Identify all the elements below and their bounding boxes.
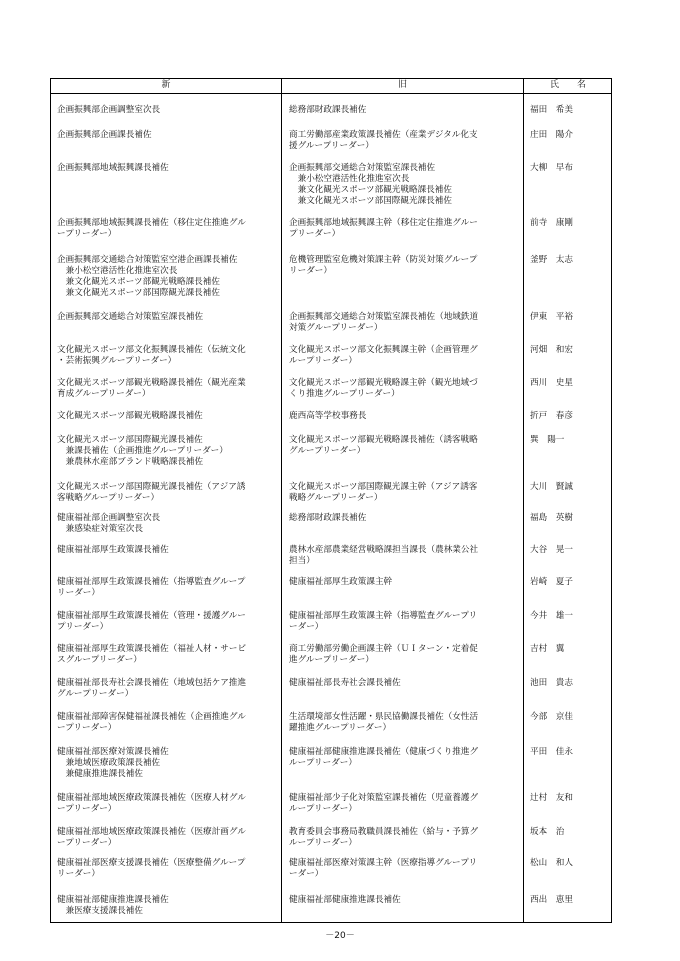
cell-person-name: 西川 史星 [530,378,573,388]
cell-person-name: 折戸 春彦 [530,411,573,421]
cell-person-name: 辻村 友和 [530,793,573,803]
cell-person-name: 福田 希美 [530,105,573,115]
column-divider [523,79,524,922]
cell-person-name: 西出 恵里 [530,895,573,905]
cell-old-position: 企画振興部交通総合対策監室課長補佐（地域鉄道 対策グループリーダー） [289,312,479,333]
cell-new-position: 企画振興部企画課長補佐 [57,130,152,140]
cell-old-position: 健康福祉部健康推進課長補佐 [289,895,401,905]
cell-new-position: 文化観光スポーツ部文化振興課長補佐（伝統文化 ・芸術振興グループリーダー） [57,345,246,366]
cell-old-position: 文化観光スポーツ部文化振興課主幹（企画管理グ ループリーダー） [289,345,478,366]
cell-old-position: 文化観光スポーツ部国際観光課主幹（アジア誘客 戦略グループリーダー） [289,482,478,503]
cell-person-name: 池田 貴志 [530,678,573,688]
cell-old-position: 商工労働部産業政策課長補佐（産業デジタル化支 援グループリーダー） [289,130,478,151]
cell-new-position: 健康福祉部厚生政策課長補佐（指導監査グループ リーダー） [57,577,246,598]
header-new: 新 [161,80,171,90]
cell-person-name: 大柳 早布 [530,163,573,173]
cell-old-position: 企画振興部地域振興課主幹（移住定住推進グルー プリーダー） [289,218,478,239]
cell-new-position: 企画振興部地域振興課長補佐 [57,163,169,173]
cell-person-name: 坂本 治 [530,827,565,837]
cell-old-position: 総務部財政課長補佐 [289,513,367,523]
cell-person-name: 岩崎 夏子 [530,577,573,587]
cell-old-position: 商工労働部労働企画課主幹（ＵＩターン・定着促 進グループリーダー） [289,644,478,665]
cell-person-name: 福島 英樹 [530,513,573,523]
cell-person-name: 釜野 太志 [530,255,573,265]
cell-person-name: 前寺 康剛 [530,218,573,228]
cell-new-position: 企画振興部交通総合対策監室空港企画課長補佐 兼小松空港活性化推進室次長 兼文化観光スポーツ部観光戦略課長補佐 兼文化観光スポーツ部国際観光課長補佐 [57,255,238,298]
cell-new-position: 文化観光スポーツ部観光戦略課長補佐 [57,411,203,421]
cell-person-name: 大谷 晃一 [530,545,573,555]
cell-old-position: 文化観光スポーツ部観光戦略課主幹（観光地域づ くり推進グループリーダー） [289,378,478,399]
cell-old-position: 企画振興部交通総合対策監室課長補佐 兼小松空港活性化推進室次長 兼文化観光スポーツ部観光戦略課長補佐 兼文化観光スポーツ部国際観光課長補佐 [289,163,452,206]
cell-old-position: 危機管理監室危機対策課主幹（防災対策グループ リーダー） [289,255,478,276]
cell-new-position: 健康福祉部厚生政策課長補佐（管理・援護グルー プリーダー） [57,611,246,632]
cell-old-position: 健康福祉部長寿社会課長補佐 [289,678,401,688]
cell-new-position: 企画振興部企画調整室次長 [57,105,161,115]
cell-old-position: 健康福祉部厚生政策課主幹 [289,577,393,587]
cell-new-position: 企画振興部地域振興課長補佐（移住定住推進グル ープリーダー） [57,218,246,239]
cell-old-position: 総務部財政課長補佐 [289,105,367,115]
cell-new-position: 健康福祉部厚生政策課長補佐 [57,545,169,555]
cell-new-position: 健康福祉部地域医療政策課長補佐（医療計画グル ープリーダー） [57,827,246,848]
cell-new-position: 健康福祉部障害保健福祉課長補佐（企画推進グル ープリーダー） [57,712,246,733]
cell-new-position: 健康福祉部医療対策課長補佐 兼地域医療政策課長補佐 兼健康推進課長補佐 [57,747,169,779]
cell-old-position: 農林水産部農業経営戦略課担当課長（農林業公社 担当） [289,545,479,566]
cell-person-name: 今井 雄一 [530,611,573,621]
cell-new-position: 健康福祉部地域医療政策課長補佐（医療人材グル ープリーダー） [57,793,246,814]
cell-person-name: 吉村 翼 [530,644,565,654]
cell-old-position: 文化観光スポーツ部観光戦略課長補佐（誘客戦略 グループリーダー） [289,435,478,456]
cell-new-position: 文化観光スポーツ部観光戦略課長補佐（観光産業 育成グループリーダー） [57,378,246,399]
personnel-table [50,78,612,923]
cell-person-name: 河畑 和宏 [530,345,573,355]
cell-new-position: 健康福祉部長寿社会課長補佐（地域包括ケア推進 グループリーダー） [57,678,247,699]
cell-new-position: 文化観光スポーツ部国際観光課長補佐 兼課長補佐（企画推進グループリーダー） 兼農林水産部ブランド戦略課長補佐 [57,435,228,467]
cell-person-name: 庄田 陽介 [530,130,573,140]
cell-old-position: 健康福祉部少子化対策監室課長補佐（児童養護グ ループリーダー） [289,793,479,814]
table-header [51,79,611,94]
cell-person-name: 松山 和人 [530,858,573,868]
header-old: 旧 [397,80,407,90]
cell-old-position: 鹿西高等学校事務長 [289,411,367,421]
cell-new-position: 健康福祉部企画調整室次長 兼感染症対策室次長 [57,513,161,534]
cell-person-name: 平田 佳永 [530,747,573,757]
cell-old-position: 教育委員会事務局教職員課長補佐（給与・予算グ ループリーダー） [289,827,479,848]
cell-person-name: 今部 京佳 [530,712,573,722]
cell-old-position: 健康福祉部医療対策課主幹（医療指導グループリ ーダー） [289,858,478,879]
cell-new-position: 企画振興部交通総合対策監室課長補佐 [57,312,204,322]
cell-new-position: 健康福祉部厚生政策課長補佐（福祉人材・サービ スグループリーダー） [57,644,247,665]
header-name: 氏 名 [549,80,586,90]
cell-old-position: 健康福祉部厚生政策課主幹（指導監査グループリ ーダー） [289,611,478,632]
cell-new-position: 文化観光スポーツ部国際観光課長補佐（アジア誘 客戦略グループリーダー） [57,482,246,503]
cell-person-name: 巽 陽一 [530,435,565,445]
page-number: －20－ [325,931,355,941]
cell-new-position: 健康福祉部健康推進課長補佐 兼医療支援課長補佐 [57,895,169,916]
cell-person-name: 大川 賢誠 [530,482,573,492]
cell-person-name: 伊東 平裕 [530,312,573,322]
cell-old-position: 生活環境部女性活躍・県民協働課長補佐（女性活 躍推進グループリーダー） [289,712,479,733]
cell-new-position: 健康福祉部医療支援課長補佐（医療整備グループ リーダー） [57,858,246,879]
cell-old-position: 健康福祉部健康推進課長補佐（健康づくり推進グ ループリーダー） [289,747,479,768]
